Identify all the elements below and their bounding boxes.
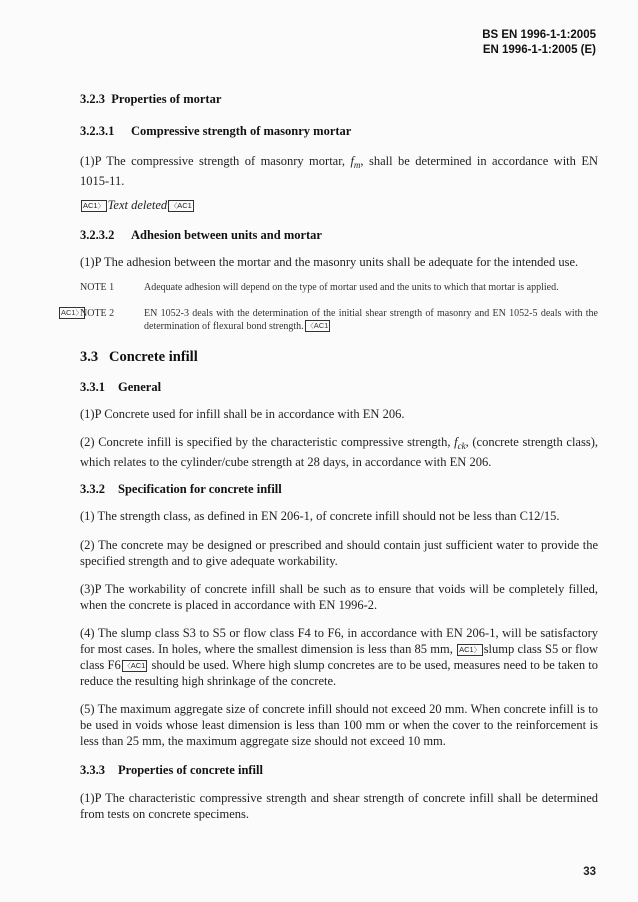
paragraph-strength-class: (1) The strength class, as defined in EN 206-1, of concrete infill should not be less than C12/15. [80, 509, 560, 523]
ac-marker-open: AC1 〉 [457, 644, 483, 656]
heading-3-2-3-2: 3.2.3.2 Adhesion between units and mortar [80, 228, 322, 242]
heading-3-2-3-1: 3.2.3.1 Compressive strength of masonry mortar [80, 124, 352, 138]
ac-marker-close: 〈 AC1 [122, 660, 148, 672]
standard-code: BS EN 1996-1-1:2005 [482, 29, 596, 41]
heading-3-3-3: 3.3.3 Properties of concrete infill [80, 763, 263, 777]
heading-3-3-2: 3.3.2 Specification for concrete infill [80, 482, 282, 496]
heading-3-2-3: 3.2.3 Properties of mortar [80, 92, 222, 106]
paragraph-infill-strength: (2) Concrete infill is specified by the characteristic compressive strength, $f_{ck}$, (concrete strength class), which relates to the cylinder/cube strength at 28 days, in accordance with EN 206. [80, 435, 598, 469]
ac-marker-close: 〈 AC1 [305, 320, 331, 332]
standard-code-en: EN 1996-1-1:2005 (E) [482, 44, 596, 56]
ac-marker-open: AC1 〉 [81, 200, 107, 212]
paragraph-slump: (4) The slump class S3 to S5 or flow class F4 to F6, in accordance with EN 206-1, will be satisfactory for most cases. In holes, where the smallest dimension is less than 85 mm, AC1 〉 slump class S5 or flow class F6〈 AC1 should be used. Where high slump concretes are to be used, measures need to be taken to reduce the resulting high shrinkage of the concrete. [80, 625, 598, 689]
paragraph-infill-properties: (1)P The characteristic compressive strength and shear strength of concrete infill shall be determined from tests on concrete specimens. [80, 791, 598, 821]
ac-marker-close: 〈 AC1 [168, 200, 194, 212]
paragraph-aggregate: (5) The maximum aggregate size of concrete infill should not exceed 20 mm. When concrete infill is to be used in voids whose least dimension is less than 100 mm or when the cover to the reinforcement is less than 25 mm, the maximum aggregate size should not exceed 10 mm. [80, 702, 598, 748]
note-1: NOTE 1 Adequate adhesion will depend on the type of mortar used and the units to which that mortar is applied. [80, 282, 559, 293]
heading-3-3: 3.3 Concrete infill [80, 349, 198, 365]
paragraph-workability: (3)P The workability of concrete infill shall be such as to ensure that voids will be completely filled, when the concrete is placed in accordance with EN 1996-2. [80, 582, 598, 612]
note-2: AC1 〉 NOTE 2 EN 1052-3 deals with the determination of the initial shear strength of masonry and EN 1052-5 deals with the determination of flexural bond strength.〈 AC1 [80, 307, 598, 333]
page-number: 33 [583, 866, 596, 878]
paragraph-mortar-strength: (1)P The compressive strength of masonry mortar, $f_m$, shall be determined in accordance with EN 1015-11. [80, 154, 598, 188]
page-content [61, 92, 599, 822]
paragraph-infill-general: (1)P Concrete used for infill shall be in accordance with EN 206. [80, 407, 405, 421]
page-header [482, 28, 596, 58]
paragraph-adhesion: (1)P The adhesion between the mortar and the masonry units shall be adequate for the intended use. [80, 255, 579, 269]
paragraph-design: (2) The concrete may be designed or prescribed and should contain just sufficient water to provide the specified strength and to give adequate workability. [80, 538, 598, 568]
ac-marker-open: AC1 〉 [59, 307, 85, 319]
deleted-text-note: AC1 〉 Text deleted〈 AC1 [80, 197, 598, 213]
heading-3-3-1: 3.3.1 General [80, 380, 162, 394]
